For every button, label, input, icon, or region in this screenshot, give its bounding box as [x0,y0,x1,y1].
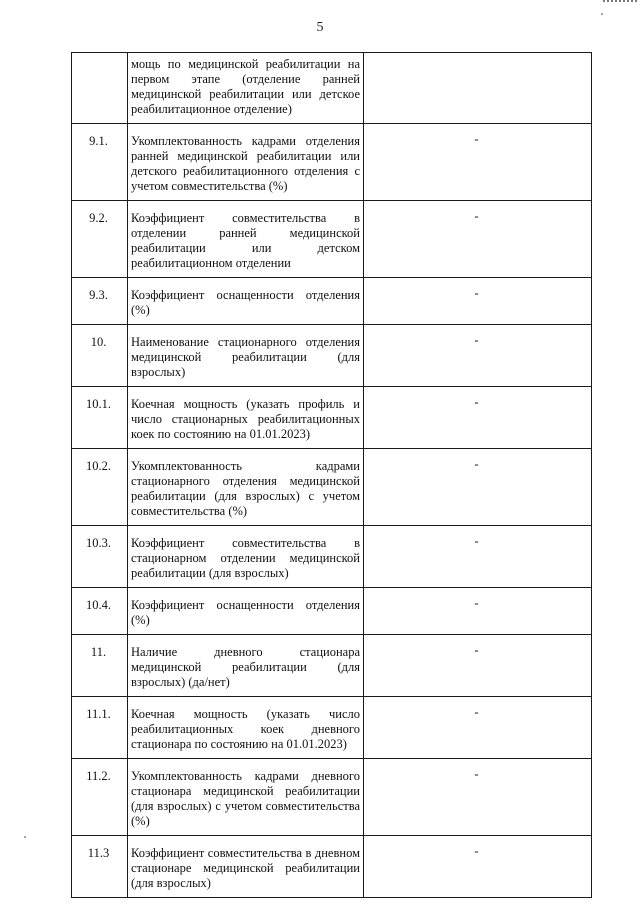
row-description: Коэффициент совместительства в дневном стационаре медицинской реабилитации (для взрослых) [128,836,364,898]
table-row [72,526,592,588]
row-number: 11.1. [72,697,128,759]
table-row [72,759,592,836]
table-row [72,124,592,201]
table-row [72,449,592,526]
row-value: - [364,278,592,325]
row-number: 9.2. [72,201,128,278]
row-number: 10. [72,325,128,387]
row-value: - [364,635,592,697]
row-number: 11.2. [72,759,128,836]
row-value: - [364,325,592,387]
table-row [72,278,592,325]
indicator-table [71,52,592,898]
table-row [72,588,592,635]
row-description: Наименование стационарного отделения медицинской реабилитации (для взрослых) [128,325,364,387]
table-row [72,836,592,898]
row-number: 9.3. [72,278,128,325]
row-description: Коечная мощность (указать профиль и число стационарных реабилитационных коек по состоянию на 01.01.2023) [128,387,364,449]
row-description: Коэффициент оснащенности отделения (%) [128,588,364,635]
row-description: Укомплектованность кадрами отделения ранней медицинской реабилитации или детского реабилитационного отделения с учетом совместительства (%) [128,124,364,201]
table-row [72,635,592,697]
table-row [72,53,592,124]
scan-artifact [603,0,637,5]
row-value: - [364,588,592,635]
row-value: - [364,759,592,836]
row-value: - [364,836,592,898]
row-value [364,53,592,124]
table-row [72,387,592,449]
row-value: - [364,526,592,588]
row-value: - [364,449,592,526]
row-number: 11.3 [72,836,128,898]
row-description: Коечная мощность (указать число реабилитационных коек дневного стационара по состоянию на 01.01.2023) [128,697,364,759]
table-row [72,201,592,278]
scan-speck [601,13,603,15]
row-value: - [364,697,592,759]
row-value: - [364,201,592,278]
row-description: Коэффициент совместительства в стационарном отделении медицинской реабилитации (для взрослых) [128,526,364,588]
row-value: - [364,124,592,201]
table-row [72,697,592,759]
row-description: Коэффициент совместительства в отделении ранней медицинской реабилитации или детском реабилитационном отделении [128,201,364,278]
row-number [72,53,128,124]
row-number: 10.1. [72,387,128,449]
scan-speck [24,836,26,838]
row-number: 9.1. [72,124,128,201]
row-description: Укомплектованность кадрами дневного стационара медицинской реабилитации (для взрослых) с учетом совместительства (%) [128,759,364,836]
row-number: 11. [72,635,128,697]
table-row [72,325,592,387]
row-description: Коэффициент оснащенности отделения (%) [128,278,364,325]
row-value: - [364,387,592,449]
row-description: мощь по медицинской реабилитации на первом этапе (отделение ранней медицинской реабилитации или детское реабилитационное отделение) [128,53,364,124]
row-description: Укомплектованность кадрами стационарного отделения медицинской реабилитации (для взрослых) с учетом совместительства (%) [128,449,364,526]
row-number: 10.4. [72,588,128,635]
page-number: 5 [316,20,324,35]
row-number: 10.2. [72,449,128,526]
row-description: Наличие дневного стационара медицинской реабилитации (для взрослых) (да/нет) [128,635,364,697]
row-number: 10.3. [72,526,128,588]
